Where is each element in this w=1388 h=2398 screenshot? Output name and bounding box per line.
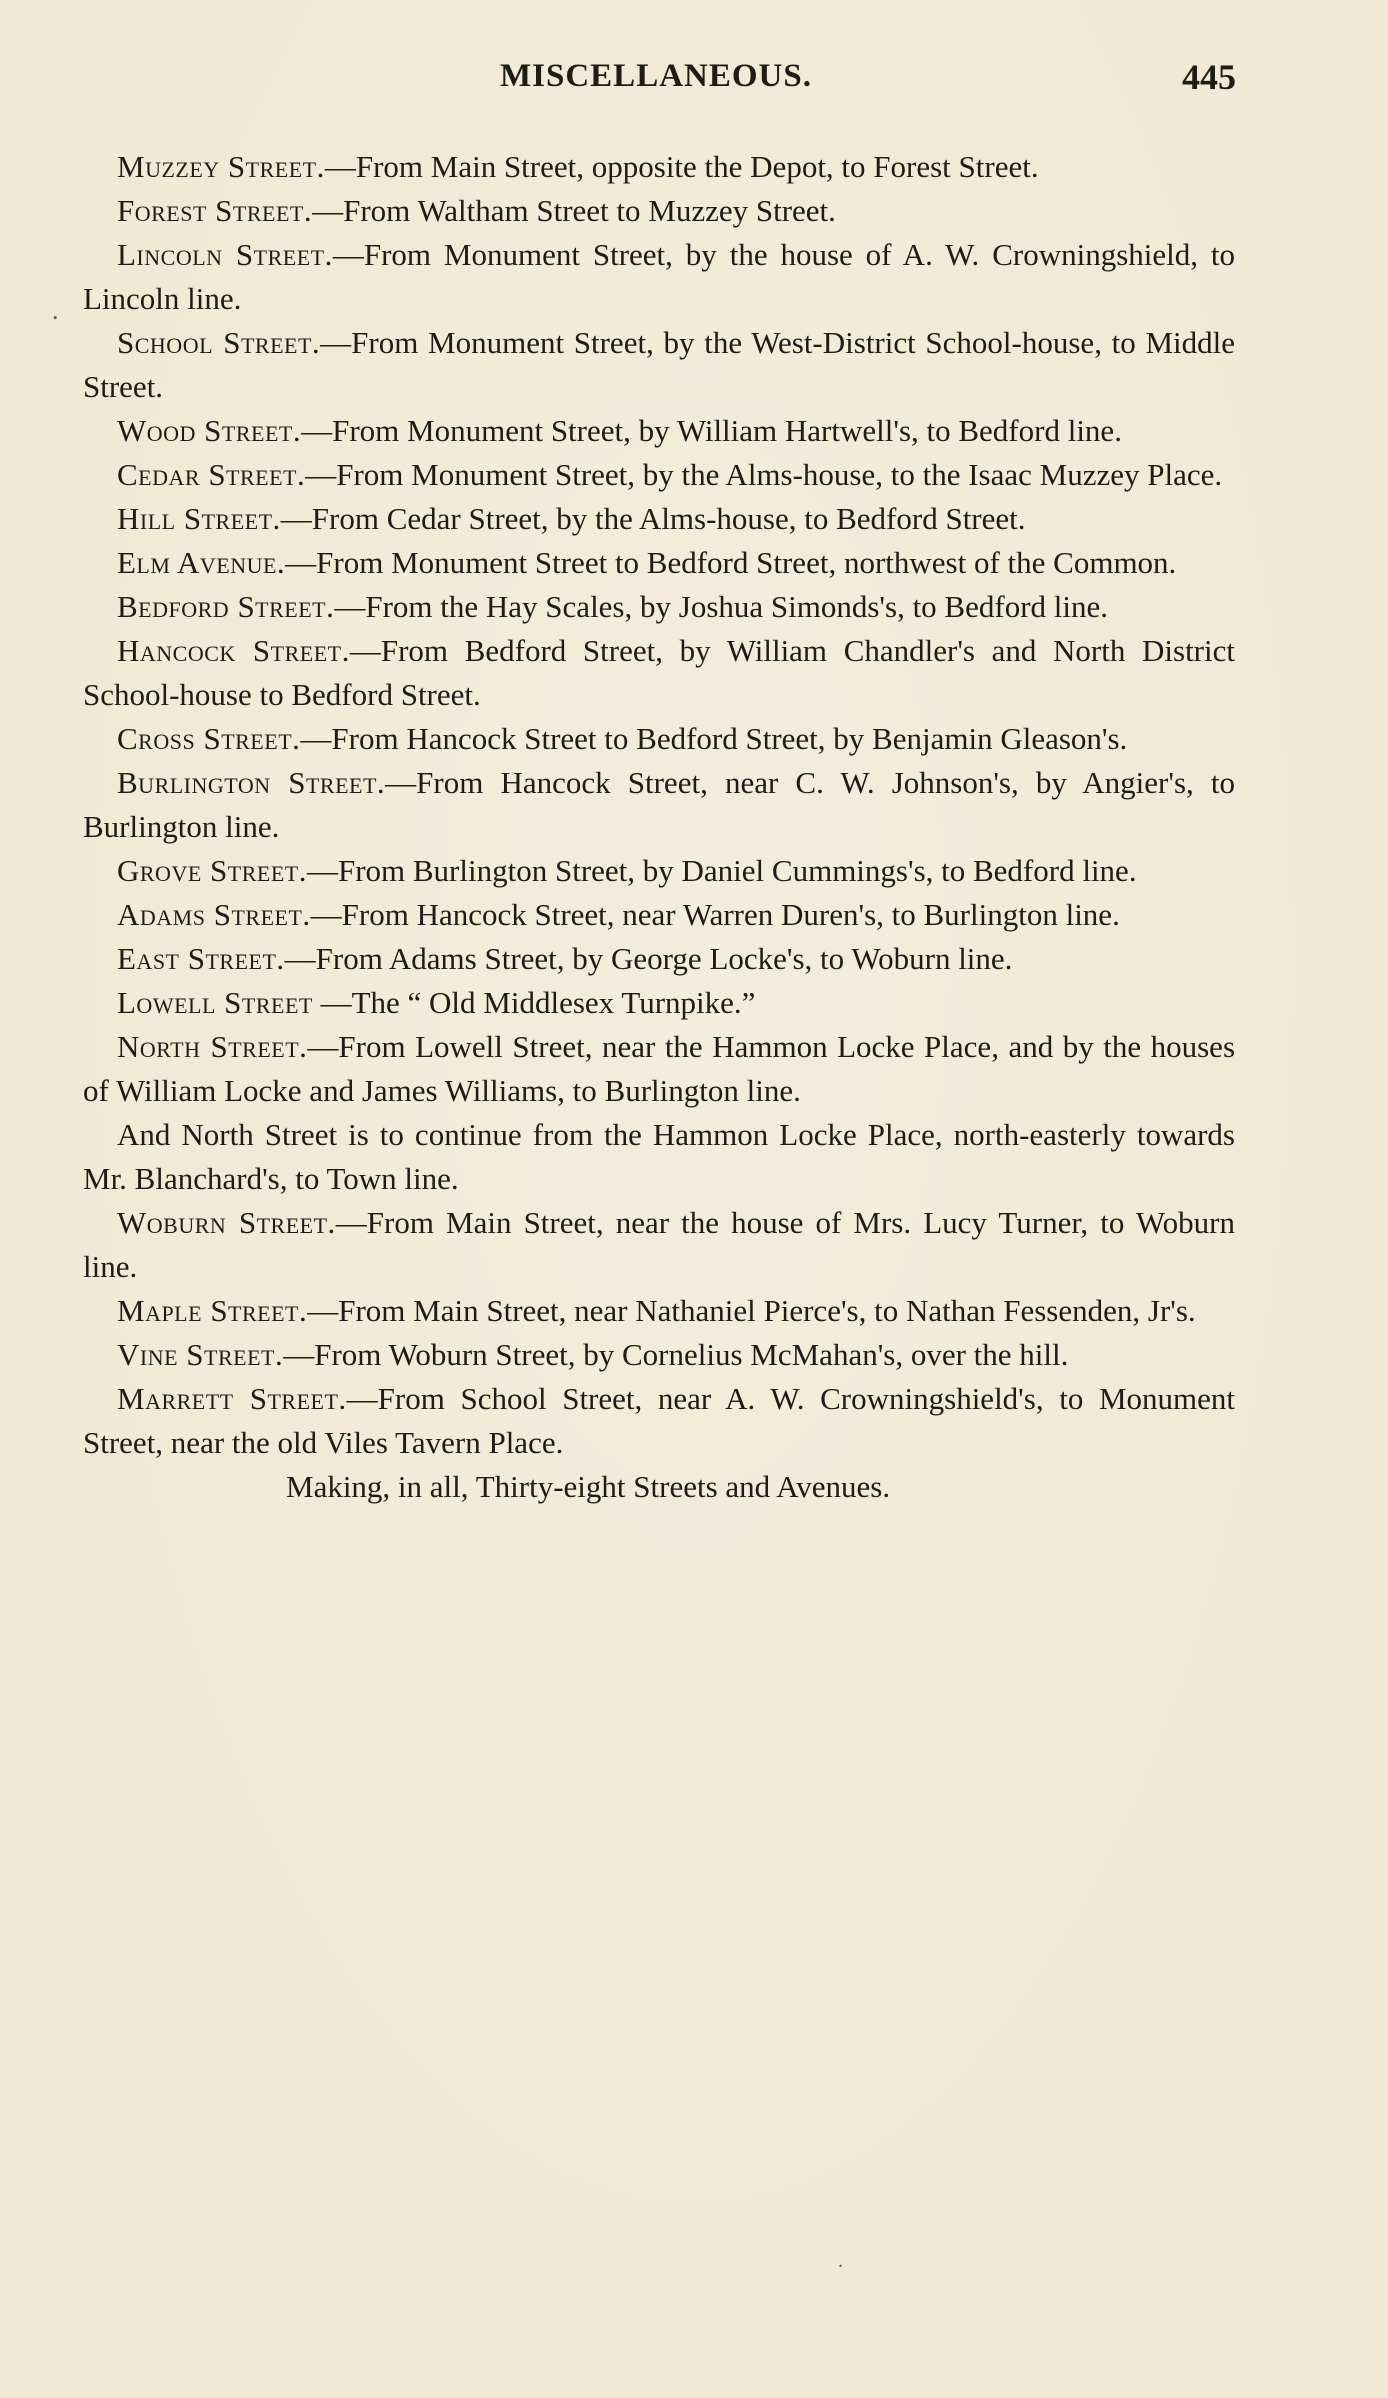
street-name: North Street. (117, 1029, 308, 1064)
street-name: Vine Street. (117, 1337, 284, 1372)
street-description: —From Waltham Street to Muzzey Street. (312, 193, 836, 228)
margin-speck: . (52, 296, 59, 325)
street-name: Lincoln Street. (117, 237, 333, 272)
street-description: —From Main Street, opposite the Depot, to Forest Street. (324, 149, 1039, 184)
street-description: —From Burlington Street, by Daniel Cummings's, to Bedford line. (306, 853, 1137, 888)
street-name: Burlington Street. (117, 765, 386, 800)
street-entry-cedar (83, 453, 1235, 497)
page-number: 445 (1182, 57, 1236, 97)
street-name: Grove Street. (117, 853, 307, 888)
street-description: —From Hancock Street to Bedford Street, by Benjamin Gleason's. (300, 721, 1128, 756)
street-description: —From the Hay Scales, by Joshua Simonds's, to Bedford line. (334, 589, 1108, 624)
street-entry-east (83, 937, 1235, 981)
street-description: —From Main Street, near Nathaniel Pierce's, to Nathan Fessenden, Jr's. (307, 1293, 1196, 1328)
street-entry-vine (83, 1333, 1235, 1377)
closing-summary: Making, in all, Thirty-eight Streets and Avenues. (286, 1469, 891, 1504)
street-entry-marrett (83, 1377, 1235, 1465)
street-description: And North Street is to continue from the Hammon Locke Place, north-easterly towards Mr. Blanchard's, to Town line. (83, 1117, 1235, 1196)
street-description: —From Monument Street, by the West-District School-house, to Middle Street. (83, 325, 1235, 404)
street-entry-grove (83, 849, 1235, 893)
street-entry-wood (83, 409, 1235, 453)
street-name: Forest Street. (117, 193, 313, 228)
street-description: —From Hancock Street, near Warren Duren's, to Burlington line. (310, 897, 1120, 932)
street-name: Cross Street. (117, 721, 301, 756)
street-description: —From Cedar Street, by the Alms-house, to Bedford Street. (280, 501, 1026, 536)
street-entry-maple (83, 1289, 1235, 1333)
street-name: Wood Street. (117, 413, 302, 448)
street-description: —The “ Old Middlesex Turnpike.” (312, 985, 756, 1020)
margin-speck: . (838, 2250, 843, 2272)
street-entry-north (83, 1025, 1235, 1113)
street-description: —From Monument Street to Bedford Street, northwest of the Common. (285, 545, 1177, 580)
street-entry-burlington (83, 761, 1235, 849)
street-description: —From Monument Street, by the Alms-house, to the Isaac Muzzey Place. (305, 457, 1223, 492)
street-name: Lowell Street (117, 985, 313, 1020)
street-entry-adams (83, 893, 1235, 937)
street-name: Bedford Street. (117, 589, 335, 624)
street-description: —From Hancock Street, near C. W. Johnson's, by Angier's, to Burlington line. (83, 765, 1236, 844)
street-description: —From Monument Street, by the house of A. W. Crowningshield, to Lincoln line. (83, 237, 1235, 316)
street-description: —From Main Street, near the house of Mrs. Lucy Turner, to Woburn line. (83, 1205, 1235, 1284)
street-name: Adams Street. (117, 897, 311, 932)
street-description: —From Bedford Street, by William Chandler's and North District School-house to Bedford Street. (83, 633, 1235, 712)
street-name: Cedar Street. (117, 457, 306, 492)
street-entry-lincoln (83, 233, 1235, 321)
street-entry-cross (83, 717, 1235, 761)
street-description: —From Woburn Street, by Cornelius McMahan's, over the hill. (283, 1337, 1069, 1372)
street-name: Elm Avenue. (117, 545, 286, 580)
street-entry-muzzey (83, 145, 1235, 189)
street-name: Woburn Street. (117, 1205, 336, 1240)
street-description: —From Monument Street, by William Hartwell's, to Bedford line. (301, 413, 1122, 448)
street-entry-forest (83, 189, 1235, 233)
street-name: Hancock Street. (117, 633, 350, 668)
street-name: Hill Street. (117, 501, 281, 536)
running-head: MISCELLANEOUS. (500, 58, 812, 94)
street-name: Marrett Street. (117, 1381, 347, 1416)
north-street-continuation (83, 1113, 1235, 1201)
street-entry-hancock (83, 629, 1235, 717)
street-entry-school (83, 321, 1235, 409)
street-description: —From School Street, near A. W. Crowningshield's, to Monument Street, near the old Viles Tavern Place. (83, 1381, 1235, 1460)
page-header (0, 58, 1388, 108)
street-description: —From Adams Street, by George Locke's, to Woburn line. (284, 941, 1013, 976)
street-entry-elm (83, 541, 1235, 585)
street-name: Maple Street. (117, 1293, 308, 1328)
street-list (83, 145, 1235, 1509)
street-name: East Street. (117, 941, 285, 976)
street-entry-lowell (83, 981, 1235, 1025)
street-entry-hill (83, 497, 1235, 541)
street-name: Muzzey Street. (117, 149, 325, 184)
street-description: —From Lowell Street, near the Hammon Locke Place, and by the houses of William Locke and James Williams, to Burlington line. (83, 1029, 1236, 1108)
street-name: School Street. (117, 325, 321, 360)
street-entry-woburn (83, 1201, 1235, 1289)
street-entry-bedford (83, 585, 1235, 629)
